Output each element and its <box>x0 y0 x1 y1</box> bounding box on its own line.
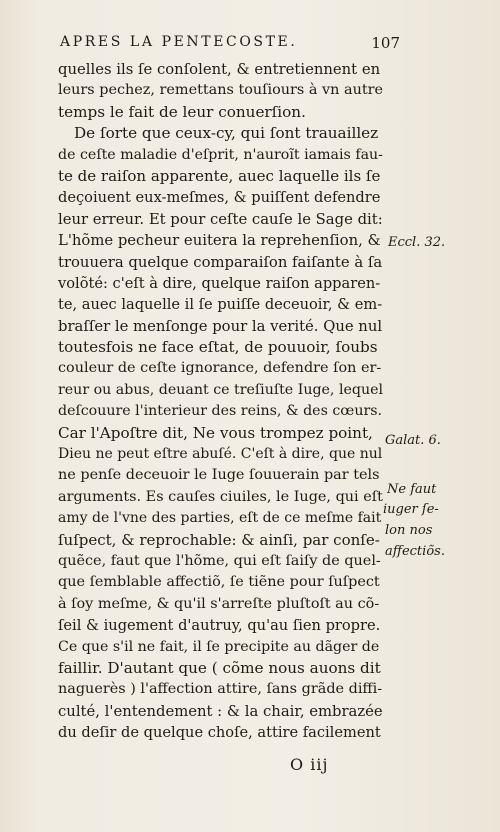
text-line: toutesfois ne face eſtat, de pouuoir, ſoubs <box>58 338 378 357</box>
text-line: faillir. D'autant que ( cõme nous auons dit <box>58 658 381 677</box>
text-line: ne penſe deceuoir le Iuge ſouuerain par tels <box>58 467 380 484</box>
text-line: volõté: c'eſt à dire, quelque raiſon apparen- <box>58 274 381 292</box>
text-line: braſſer le menſonge pour la verité. Que nul <box>58 317 383 335</box>
margin-note: Galat. 6. <box>385 433 441 448</box>
text-line: te, auec laquelle il ſe puiſſe deceuoir, & em- <box>58 296 383 314</box>
text-line: temps le fait de leur conuerſion. <box>58 102 306 121</box>
text-line: quelles ils ſe conſolent, & entretiennent en <box>58 61 381 78</box>
text-line: arguments. Es cauſes ciuiles, le Iuge, qui eſt <box>58 488 383 505</box>
text-line: leurs pechez, remettans touſiours à vn autre <box>58 82 384 99</box>
text-line: Ce que s'il ne fait, il ſe precipite au dãger de <box>58 638 380 655</box>
text-line: trouuera quelque comparaiſon faiſante à ſa <box>58 253 383 271</box>
margin-note: affectiõs. <box>385 544 445 559</box>
text-line: L'hõme pecheur euitera la reprehenſion, & <box>58 232 381 250</box>
page-number: 107 <box>371 34 400 52</box>
text-line: De ſorte que ceux-cy, qui ſont trauaillez <box>74 124 379 143</box>
running-head: APRES LA PENTECOSTE. <box>60 34 298 50</box>
margin-note: Ne faut <box>387 482 437 497</box>
signature-mark: O iij <box>290 755 329 774</box>
text-line: Dieu ne peut eſtre abuſé. C'eſt à dire, que nul <box>58 446 383 463</box>
text-line: ſeil & iugement d'autruy, qu'au ſien propre. <box>58 617 381 635</box>
margin-note: lon nos <box>385 523 433 538</box>
text-line: culté, l'entendement : & la chair, embrazée <box>58 702 383 720</box>
text-line: couleur de ceſte ignorance, defendre ſon er- <box>58 360 382 377</box>
text-line: à ſoy meſme, & qu'il s'arreſte pluſtoſt au cõ- <box>58 595 380 612</box>
body-text <box>58 59 383 744</box>
text-line: de ceſte maladie d'eſprit, n'auroĩt iamais fau- <box>58 146 383 163</box>
text-line: deçoiuent eux-meſmes, & puiſſent defendre <box>58 189 381 207</box>
text-line: te de raiſon apparente, auec laquelle ils ſe <box>58 166 381 185</box>
text-line: reur ou abus, deuant ce treſiuſte Iuge, lequel <box>58 381 384 398</box>
margin-note: iuger ſe- <box>383 502 439 517</box>
text-line: Car l'Apoſtre dit, Ne vous trompez point, <box>58 423 373 442</box>
text-line: amy de l'vne des parties, eſt de ce meſme fait <box>58 510 382 527</box>
text-line: leur erreur. Et pour ceſte cauſe le Sage dit: <box>58 210 383 228</box>
text-line: du deſir de quelque choſe, attire facilement <box>58 724 381 742</box>
page-header <box>60 34 400 56</box>
text-line: naguerès ) l'affection attire, ſans grãde diffi- <box>58 681 383 698</box>
text-line: ſuſpect, & reprochable: & ainſi, par conſe- <box>58 530 380 549</box>
text-line: quẽce, faut que l'hõme, qui eſt ſaiſy de quel- <box>58 552 381 569</box>
text-line: que ſemblable affectiõ, ſe tiẽne pour ſuſpect <box>58 574 380 591</box>
margin-notes <box>383 0 498 832</box>
text-line: deſcouure l'interieur des reins, & des cœurs. <box>58 403 383 420</box>
margin-note: Eccl. 32. <box>388 235 446 250</box>
